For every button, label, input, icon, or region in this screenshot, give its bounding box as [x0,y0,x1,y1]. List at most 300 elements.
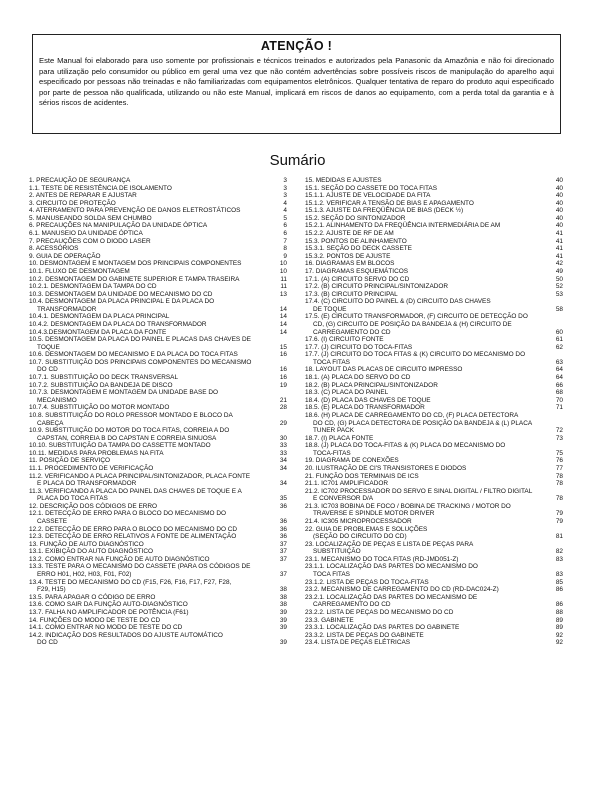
toc-entry-title-continued: TOCA FITAS [313,571,350,579]
toc-entry-title: 8. ACESSÓRIOS [29,245,79,253]
toc-entry-title: 15.2. SEÇÃO DO SINTONIZADOR [305,214,406,222]
toc-entry-title: 19. DIAGRAMA DE CONEXÕES [305,457,399,465]
toc-entry-page: 50 [555,275,563,283]
toc-entry-title-continued: (SEÇÃO DO CIRCUITO DO CD) [313,533,407,541]
toc-entry-page: 39 [279,639,287,647]
toc-entry-title-continued: TRAVERSE E SPINDLE MOTOR DRIVER [313,510,435,518]
toc-entry[interactable] [29,473,287,488]
toc-entry-page: 28 [279,404,287,412]
toc-entry-page: 15 [279,343,287,351]
toc-entry-page: 64 [555,374,563,382]
toc-entry[interactable] [305,609,563,617]
toc-entry-title: 10.7.4. SUBSTITUIÇÃO DO MOTOR MONTADO [29,404,170,412]
toc-entry-page: 77 [555,464,563,472]
toc-entry-title: 7. PRECAUÇÕES COM O DIODO LASER [29,237,151,245]
toc-entry-title: 11.1. PROCEDIMENTO DE VERIFICAÇÃO [29,464,154,472]
toc-entry[interactable] [305,594,563,609]
toc-entry-page: 40 [555,177,563,184]
toc-entry-page: 81 [555,533,563,541]
toc-entry-page: 83 [555,571,563,579]
toc-entry[interactable] [305,442,563,457]
toc-entry-title: 18.4. (D) PLACA DAS CHAVES DE TOQUE [305,396,431,404]
toc-entry-title: 10.7.1. SUBSTITUIÇÃO DO DECK TRANSVERSAL [29,374,179,382]
toc-entry-page: 14 [279,313,287,321]
toc-entry-page: 52 [555,283,563,291]
toc-entry-title: 23.1.1. LOCALIZAÇÃO DAS PARTES DO MECANISMO DO [305,563,478,571]
toc-entry-page: 38 [279,586,287,594]
toc-entry-page: 8 [283,245,287,253]
toc-entry-page: 6 [283,222,287,230]
toc-entry-title: 15.1. SEÇÃO DO CASSETE DO TOCA FITAS [305,184,438,192]
toc-entry-page: 19 [279,381,287,389]
toc-entry-page: 36 [279,525,287,533]
toc-entry-page: 78 [555,472,563,480]
toc-entry[interactable] [29,563,287,578]
toc-entry-title: 10.3. DESMONTAGEM DA UNIDADE DO MECANISMO DO CD [29,290,213,298]
toc-entry-title: 11. POSIÇÃO DE SERVIÇO [29,457,110,465]
toc-entry[interactable] [305,374,563,382]
toc-entry-title: 13.6. COMO SAIR DA FUNÇÃO AUTO-DIAGNÓSTICO [29,601,188,609]
toc-entry[interactable] [29,268,287,276]
toc-entry-title: 23.2. MECANISMO DE CARREGAMENTO DO CD (RD-DAC024-Z) [305,586,499,594]
toc-entry-page: 34 [279,457,287,465]
toc-entry-title: 10.2. DESMONTAGEM DO GABINETE SUPERIOR E TAMPA TRASEIRA [29,275,240,283]
toc-entry-page: 73 [555,434,563,442]
toc-entry-page: 60 [555,328,563,336]
toc-entry[interactable] [29,260,287,268]
toc-entry-title: 15. MEDIDAS E AJUSTES [305,177,382,184]
toc-entry-page: 13 [279,290,287,298]
toc-entry-title: 18.5. (E) PLACA DO TRANSFORMADOR [305,404,425,412]
toc-entry-title: 10.5. DESMONTAGEM DA PLACA DO PAINEL E PLACAS DAS CHAVES DE [29,336,251,344]
toc-entry-title-continued: DO CD, (G) PLACA DETECTORA DE POSIÇÃO DA BANDEJA & (L) PLACA TUNER PACK [313,419,532,435]
toc-entry[interactable] [29,253,287,261]
toc-entry[interactable] [29,177,287,185]
toc-entry-page: 37 [279,548,287,556]
toc-entry[interactable] [305,382,563,390]
toc-entry-title: 11.3. VERIFICANDO A PLACA DO PAINEL DAS CHAVES DE TOQUE E A [29,487,242,495]
toc-entry-title: 23.2.2. LISTA DE PEÇAS DO MECANISMO DO CD [305,608,454,616]
toc-entry-page: 38 [279,593,287,601]
toc-entry-title: 18.6. (H) PLACA DE CARREGAMENTO DO CD, (F) PLACA DETECTORA [305,411,519,419]
toc-entry-page: 61 [555,336,563,344]
toc-entry-page: 41 [555,230,563,238]
toc-entry[interactable] [29,548,287,556]
toc-entry[interactable] [29,579,287,594]
toc-entry-title-continued: PLACA DO TOCA FITAS [37,495,108,503]
toc-entry-title: 13. FUNÇÃO DE AUTO DIAGNÓSTICO [29,540,144,548]
toc-entry-title: 23.1. MECANISMO DO TOCA FITAS (RD-JMD051-Z) [305,555,459,563]
toc-entry[interactable] [305,192,563,200]
toc-entry[interactable] [305,268,563,276]
toc-entry-title: 14. FUNÇÕES DO MODO DE TESTE DO CD [29,616,161,624]
toc-entry-title-continued: E PLACA DO TRANSFORMADOR [37,480,137,488]
toc-entry[interactable] [29,230,287,238]
toc-entry-title: 10.4. DESMONTAGEM DA PLACA PRINCIPAL E DA PLACA DO [29,298,215,306]
toc-entry-page: 66 [555,381,563,389]
toc-entry-page: 70 [555,396,563,404]
toc-entry-page: 16 [279,366,287,374]
toc-entry-page: 33 [279,442,287,450]
toc-entry-title: 13.3. TESTE PARA O MECANISMO DO CASSETE (PARA OS CÓDIGOS DE [29,563,251,571]
toc-entry[interactable] [29,427,287,442]
toc-entry-title: 10.4.3.DESMONTAGEM DA PLACA DA FONTE [29,328,167,336]
toc-entry-page: 58 [555,305,563,313]
toc-entry[interactable] [305,473,563,481]
toc-entry[interactable] [29,336,287,351]
toc-entry-title-continued: CAPSTAN, CORREIA B DO CAPSTAN E CORREIA SINUOSA [37,434,217,442]
toc-entry-title: 12. DESCRIÇÃO DOS CÓDIGOS DE ERRO [29,502,158,510]
toc-entry[interactable] [305,276,563,284]
toc-entry[interactable] [305,389,563,397]
toc-entry[interactable] [305,351,563,366]
toc-entry-page: 75 [555,449,563,457]
toc-entry[interactable] [305,298,563,313]
toc-entry-page: 92 [555,639,563,647]
toc-entry-page: 16 [279,351,287,359]
toc-entry-title: 2. ANTES DE REPARAR E AJUSTAR [29,192,137,200]
toc-entry-page: 78 [555,495,563,503]
toc-entry[interactable] [305,457,563,465]
toc-entry[interactable] [305,586,563,594]
toc-entry-page: 36 [279,502,287,510]
toc-entry-title: 10. DESMONTAGEM E MONTAGEM DOS PRINCIPAIS COMPONENTES [29,260,242,268]
toc-entry-title: 12.2. DETECÇÃO DE ERRO PARA O BLOCO DO MECANISMO DO CD [29,525,238,533]
toc-entry-title: 23.3.1. LOCALIZAÇÃO DAS PARTES DO GABINETE [305,624,460,632]
toc-entry-title: 12.3. DETECÇÃO DE ERRO RELATIVOS A FONTE DE ALIMENTAÇÃO [29,533,237,541]
toc-entry-page: 37 [279,540,287,548]
toc-entry-title-continued: DO CD [37,639,58,647]
toc-entry[interactable] [305,366,563,374]
toc-entry-title: 10.7.3. DESMONTAGEM E MONTAGEM DA UNIDADE BASE DO [29,389,218,397]
toc-entry-title: 10.4.1. DESMONTAGEM DA PLACA PRINCIPAL [29,313,170,321]
toc-entry[interactable] [305,617,563,625]
toc-entry[interactable] [29,617,287,625]
toc-entry-title: 18.2. (B) PLACA PRINCIPAL/SINTONIZADOR [305,381,438,389]
toc-entry-page: 40 [555,199,563,207]
toc-entry-title: 14.2. INDICAÇÃO DOS RESULTADOS DO AJUSTE AUTOMÁTICO [29,631,223,639]
toc-entry-page: 49 [555,267,563,275]
toc-entry[interactable] [29,510,287,525]
toc-entry[interactable] [305,291,563,299]
toc-entry-title: 10.4.2. DESMONTAGEM DA PLACA DO TRANSFORMADOR [29,320,207,328]
toc-entry-page: 4 [283,199,287,207]
toc-entry[interactable] [305,260,563,268]
toc-entry-title: 6.1. MANUSEIO DA UNIDADE ÓPTICA [29,230,143,238]
toc-entry-title: 17.2. (B) CIRCUITO PRINCIPAL/SINTONIZADOR [305,283,449,291]
toc-entry[interactable] [29,298,287,313]
toc-entry[interactable] [305,639,563,647]
toc-entry-page: 83 [555,555,563,563]
toc-entry[interactable] [305,397,563,405]
toc-entry-title: 12.1. DETECÇÃO DE ERRO PARA O BLOCO DO MECANISMO DO [29,510,226,518]
toc-entry-page: 11 [280,283,287,291]
toc-entry-title-continued: DO CD [37,366,58,374]
toc-entry-page: 89 [555,616,563,624]
toc-entry[interactable] [29,404,287,412]
toc-entry-page: 34 [279,464,287,472]
warning-text: Este Manual foi elaborado para uso somente por profissionais e técnicos treinados e autorizados pela Panasonic da Amazônia e não foi direcionado para utilização pelo consumidor ou público em geral uma vez que não contém advertências sobre possíveis riscos de manipulação do aparelho aqui especificado por pessoas não treinadas e não familiarizadas com equipamentos eletrônicos. Qualquer tentativa de reparo do produto aqui especificado por parte de pessoa não qualificada, utilizando ou não este Manual, implicará em riscos de danos ao equipamento, com a perda total da garantia e à sérios riscos de acidentes. [39,56,554,108]
toc-entry[interactable] [305,207,563,215]
toc-entry[interactable] [305,253,563,261]
toc-entry-title: 17.1. (A) CIRCUITO SERVO DO CD [305,275,410,283]
toc-entry[interactable] [305,624,563,632]
toc-title: Sumário [269,152,326,169]
toc-entry-page: 62 [555,343,563,351]
toc-entry[interactable] [29,533,287,541]
toc-entry[interactable] [305,404,563,412]
toc-entry[interactable] [305,230,563,238]
toc-entry-title: 15.1.1. AJUSTE DE VELOCIDADE DA FITA [305,192,431,200]
toc-entry-page: 40 [555,184,563,192]
toc-entry-page: 14 [279,328,287,336]
toc-entry[interactable] [29,359,287,374]
toc-entry-title: 9. GUIA DE OPERAÇÃO [29,252,101,260]
toc-entry-title-continued: SUBSTITUIÇÃO [313,548,361,556]
toc-entry-title: 10.2.1. DESMONTAGEM DA TAMPA DO CD [29,283,157,291]
toc-entry-title: 17. DIAGRAMAS ESQUEMÁTICOS [305,267,409,275]
toc-entry-title: 10.7.2. SUBSTITUIÇÃO DA BANDEJA DE DISCO [29,381,173,389]
toc-column-right [305,177,563,647]
toc-entry-page: 40 [555,207,563,215]
warning-title: ATENÇÃO ! [260,39,333,53]
toc-entry-page: 39 [279,608,287,616]
toc-entry-title: 10.8. SUBSTITUIÇÃO DO ROLO PRESSOR MONTADO E BLOCO DA [29,411,233,419]
toc-entry-title-continued: DE TOQUE [313,305,347,313]
toc-entry-title: 13.4. TESTE DO MECANISMO DO CD (F15, F26, F16, F17, F27, F28, [29,578,232,586]
toc-entry[interactable] [305,336,563,344]
toc-entry-title-continued: TOQUE [37,343,60,351]
toc-entry-title: 4. ATERRAMENTO PARA PREVENÇÃO DE DANOS ELETROSTÁTICOS [29,207,241,215]
toc-entry-page: 85 [555,578,563,586]
toc-entry-title-continued: CASSETE [37,518,68,526]
toc-entry-title: 17.3. (B) CIRCUITO PRINCIPAL [305,290,398,298]
toc-entry-page: 86 [555,586,563,594]
toc-entry-title: 21.2. IC702 PROCESSADOR DO SERVO E SINAL DIGITAL / FILTRO DIGITAL [305,487,533,495]
toc-entry-title: 10.6. DESMONTAGEM DO MECANISMO E DA PLACA DO TOCA FITAS [29,351,238,359]
toc-entry-title-continued: ERRO H01, H02, H03, F01, F02) [37,571,132,579]
toc-entry[interactable] [305,480,563,488]
toc-entry-page: 88 [555,608,563,616]
toc-entry-page: 9 [283,252,287,260]
toc-entry-page: 11 [280,275,287,283]
toc-entry-page: 35 [279,495,287,503]
toc-entry-page: 38 [279,601,287,609]
toc-entry[interactable] [29,185,287,193]
toc-entry[interactable] [29,412,287,427]
toc-entry[interactable] [305,222,563,230]
toc-entry-title-continued: TOCA FITAS [313,358,350,366]
toc-entry-title: 21.4. IC305 MICROPROCESSADOR [305,518,412,526]
toc-entry-title: 5. MANUSEANDO SOLDA SEM CHUMBO [29,214,152,222]
toc-entry-title: 10.9. SUBSTITUIÇÃO DO MOTOR DO TOCA FITAS, CORREIA A DO [29,427,230,435]
toc-entry[interactable] [305,518,563,526]
toc-entry-title: 23.2.1. LOCALIZAÇÃO DAS PARTES DO MECANISMO DE [305,593,478,601]
toc-entry-page: 29 [279,419,287,427]
toc-entry[interactable] [29,465,287,473]
toc-entry-page: 64 [555,366,563,374]
toc-entry-title: 20. ILUSTRAÇÃO DE CI'S TRANSISTORES E DIODOS [305,464,467,472]
toc-entry-title: 11.2. VERIFICANDO A PLACA PRINCIPAL/SINTONIZADOR, PLACA FONTE [29,472,251,480]
toc-entry[interactable] [305,412,563,435]
toc-entry[interactable] [29,442,287,450]
toc-entry-title: 14.1. COMO ENTRAR NO MODO DE TESTE DO CD [29,624,183,632]
toc-entry[interactable] [305,313,563,336]
toc-entry-title: 23.3. GABINETE [305,616,354,624]
toc-entry-title: 13.1. EXIBIÇÃO DO AUTO DIAGNÓSTICO [29,548,154,556]
toc-entry[interactable] [305,435,563,443]
toc-entry-title: 23. LOCALIZAÇÃO DE PEÇAS E LISTA DE PEÇAS PARA [305,540,474,548]
toc-entry[interactable] [29,321,287,329]
toc-entry-page: 3 [283,192,287,200]
toc-entry-title: 21. FUNÇÃO DOS TERMINAIS DE ICS [305,472,419,480]
toc-entry-title: 18.1. (A) PLACA DO SERVO DO CD [305,374,411,382]
toc-entry-page: 71 [555,404,563,412]
toc-entry-page: 10 [279,260,287,268]
toc-entry-page: 53 [555,290,563,298]
toc-entry-page: 34 [279,480,287,488]
toc-entry[interactable] [305,245,563,253]
toc-entry[interactable] [305,465,563,473]
toc-entry-page: 41 [555,245,563,253]
toc-entry-title: 21.3. IC703 BOBINA DE FOCO / BOBINA DE TRACKING / MOTOR DO [305,502,511,510]
toc-entry[interactable] [29,624,287,632]
toc-entry[interactable] [305,344,563,352]
toc-entry-page: 40 [555,222,563,230]
toc-entry-page: 5 [283,214,287,222]
toc-entry-title: 15.3.2. PONTOS DE AJUSTE [305,252,391,260]
toc-entry-page: 41 [555,252,563,260]
toc-entry-page: 33 [279,449,287,457]
toc-entry[interactable] [305,177,563,185]
toc-entry-page: 92 [555,631,563,639]
toc-entry-page: 10 [279,267,287,275]
toc-entry-page: 42 [555,260,563,268]
toc-entry-title: 23.1.2. LISTA DE PEÇAS DO TOCA-FITAS [305,578,429,586]
toc-entry-title: 10.1. FLUXO DE DESMONTAGEM [29,267,130,275]
toc-entry[interactable] [305,579,563,587]
toc-entry-title: 17.6. (I) CIRCUITO FONTE [305,336,384,344]
toc-entry[interactable] [305,488,563,503]
toc-entry[interactable] [29,192,287,200]
toc-entry-title: 13.5. PARA APAGAR O CÓDIGO DE ERRO [29,593,156,601]
toc-entry-page: 78 [555,480,563,488]
toc-entry[interactable] [29,291,287,299]
toc-entry[interactable] [305,185,563,193]
toc-entry-page: 82 [555,548,563,556]
toc-entry-page: 76 [555,457,563,465]
toc-entry[interactable] [305,503,563,518]
toc-entry-title: 13.7. FALHA NO AMPLIFICADOR DE POTÊNCIA (F61) [29,608,189,616]
toc-entry-page: 36 [279,533,287,541]
toc-entry-title: 18.3. (C) PLACA DO PAINEL [305,389,389,397]
toc-entry-title: 18.7. (I) PLACA FONTE [305,434,374,442]
toc-entry-title: 15.2.1. ALINHAMENTO DA FREQÜÊNCIA INTERMEDIÁRIA DE AM [305,222,501,230]
toc-entry[interactable] [29,329,287,337]
toc-entry-page: 16 [279,374,287,382]
toc-entry-title-continued: CARREGAMENTO DO CD [313,601,391,609]
toc-entry-page: 89 [555,624,563,632]
warning-box [32,34,561,134]
toc-entry-title: 17.7. (J) CIRCUITO DO TOCA FITAS & (K) CIRCUITO DO MECANISMO DO [305,351,526,359]
toc-entry-page: 21 [279,396,287,404]
toc-entry[interactable] [29,374,287,382]
toc-entry[interactable] [29,313,287,321]
toc-entry-title-continued: CABEÇA [37,419,64,427]
toc-entry[interactable] [29,283,287,291]
toc-entry-title: 18.8. (J) PLACA DO TOCA-FITAS & (K) PLACA DO MECANISMO DO [305,442,506,450]
toc-entry-page: 41 [555,237,563,245]
toc-entry[interactable] [29,601,287,609]
toc-entry-page: 3 [283,184,287,192]
toc-entry-title: 15.3.1. SEÇÃO DO DECK CASSETE [305,245,412,253]
toc-entry[interactable] [29,632,287,647]
toc-entry-page: 4 [283,207,287,215]
toc-entry-page: 37 [279,571,287,579]
toc-entry-title: 15.3. PONTOS DE ALINHAMENTO [305,237,407,245]
toc-entry-page: 14 [279,305,287,313]
toc-entry-page: 3 [283,177,287,184]
toc-entry-page: 40 [555,192,563,200]
toc-entry-title-continued: TRANSFORMADOR [37,305,97,313]
toc-entry-title: 15.1.2. VERIFICAR A TENSÃO DE BIAS E APAGAMENTO [305,199,474,207]
toc-entry-title: 10.10. SUBSTITUIÇÃO DA TAMPA DO CASSETTE MONTADO [29,442,211,450]
toc-entry-title: 17.4. (C) CIRCUITO DO PAINEL & (D) CIRCUITO DAS CHAVES [305,298,491,306]
toc-entry[interactable] [29,351,287,359]
toc-entry[interactable] [29,207,287,215]
toc-entry-title-continued: MECANISMO [37,396,77,404]
toc-entry-page: 30 [279,434,287,442]
toc-entry-title: 1.1. TESTE DE RESISTÊNCIA DE ISOLAMENTO [29,184,172,192]
toc-entry[interactable] [29,222,287,230]
toc-entry-title-continued: TOCA-FITAS [313,449,351,457]
toc-entry-title: 23.3.2. LISTA DE PEÇAS DO GABINETE [305,631,424,639]
toc-entry[interactable] [29,488,287,503]
toc-entry-page: 14 [279,320,287,328]
toc-entry-title: 21.1. IC701 AMPLIFICADOR [305,480,389,488]
toc-entry-title: 3. CIRCUITO DE PROTEÇÃO [29,199,116,207]
toc-entry[interactable] [29,389,287,404]
toc-entry-title: 22. GUIA DE PROBLEMAS E SOLUÇÕES [305,525,428,533]
toc-entry-title: 6. PRECAUÇÕES NA MANIPULAÇÃO DA UNIDADE ÓPTICA [29,222,208,230]
toc-entry-title: 15.1.3. AJUSTE DA FREQÜÊNCIA DE BIAS (DECK ½) [305,207,464,215]
toc-entry[interactable] [29,609,287,617]
toc-entry-page: 79 [555,510,563,518]
toc-entry[interactable] [29,457,287,465]
toc-entry-title: 15.2.2. AJUSTE DE RF DE AM [305,230,394,238]
toc-entry-title: 18. LAYOUT DAS PLACAS DE CIRCUITO IMPRESSO [305,366,463,374]
toc-entry[interactable] [305,541,563,556]
toc-entry[interactable] [29,276,287,284]
toc-entry[interactable] [305,563,563,578]
toc-entry-title: 13.2. COMO ENTRAR NA FUNÇÃO DE AUTO DIAGNÓSTICO [29,555,210,563]
toc-entry-title: 1. PRECAUÇÃO DE SEGURANÇA [29,177,131,184]
toc-entry[interactable] [29,382,287,390]
toc-entry[interactable] [305,526,563,541]
toc-entry[interactable] [305,283,563,291]
toc-entry-page: 7 [283,237,287,245]
toc-entry-page: 6 [283,230,287,238]
toc-entry-page: 39 [279,624,287,632]
toc-entry-page: 39 [279,616,287,624]
toc-entry-page: 79 [555,518,563,526]
toc-entry[interactable] [29,245,287,253]
toc-entry-page: 68 [555,389,563,397]
toc-entry-page: 37 [279,555,287,563]
toc-entry-page: 86 [555,601,563,609]
toc-entry-title-continued: CD, (G) CIRCUITO DE POSIÇÃO DA BANDEJA & (H) CIRCUITO DE CARREGAMENTO DO CD [313,320,512,336]
toc-entry-page: 40 [555,214,563,222]
